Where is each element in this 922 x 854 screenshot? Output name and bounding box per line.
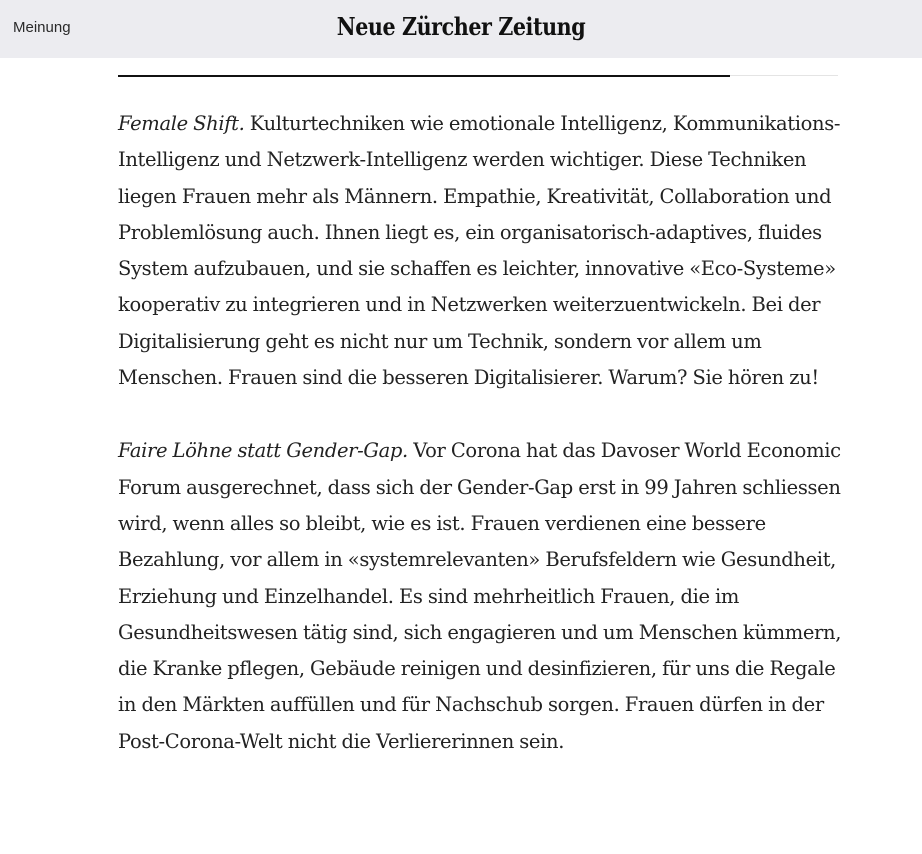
top-bar [0, 0, 922, 58]
paragraph-lead: Faire Löhne statt Gender-Gap. [118, 439, 408, 463]
section-link-meinung[interactable]: Meinung [13, 19, 71, 36]
reading-progress-fill [118, 75, 730, 77]
paragraph-text: Kulturtechniken wie emotionale Intelligenz, Kommunikations-Intelligenz und Netzwerk-Intelligenz werden wichtiger. Diese Techniken liegen Frauen mehr als Männern. Empathie, Kreativität, Collaboration und Problemlösung auch. Ihnen liegt es, ein organisatorisch-adaptives, fluides System aufzubauen, und sie schaffen es leichter, innovative «Eco-Systeme» kooperativ zu integrieren und in Netzwerken weiterzuentwickeln. Bei der Digitalisierung geht es nicht nur um Technik, sondern vor allem um Menschen. Frauen sind die besseren Digitalisierer. Warum? Sie hören zu! [118, 112, 841, 390]
paragraph-lead: Female Shift. [118, 112, 245, 135]
paragraph-text: Vor Corona hat das Davoser World Economic Forum ausgerechnet, dass sich der Gender-Gap erst in 99 Jahren schliessen wird, wenn alles so bleibt, wie es ist. Frauen verdienen eine bessere Bezahlung, vor allem in «systemrelevanten» Berufsfeldern wie Gesundheit, Erziehung und Einzelhandel. Es sind mehrheitlich Frauen, die im Gesundheitswesen tätig sind, sich engagieren und um Menschen kümmern, die Kranke pflegen, Gebäude reinigen und desinfizieren, für uns die Regale in den Märkten auffüllen und für Nachschub sorgen. Frauen dürfen in der Post-Corona-Welt nicht die Verliererinnen sein. [118, 439, 842, 753]
reading-progress-bar [118, 75, 838, 76]
article-paragraph [118, 106, 848, 396]
article-paragraph [118, 433, 848, 760]
newspaper-logo[interactable]: Neue Zürcher Zeitung [336, 12, 586, 41]
article-body [118, 106, 848, 760]
